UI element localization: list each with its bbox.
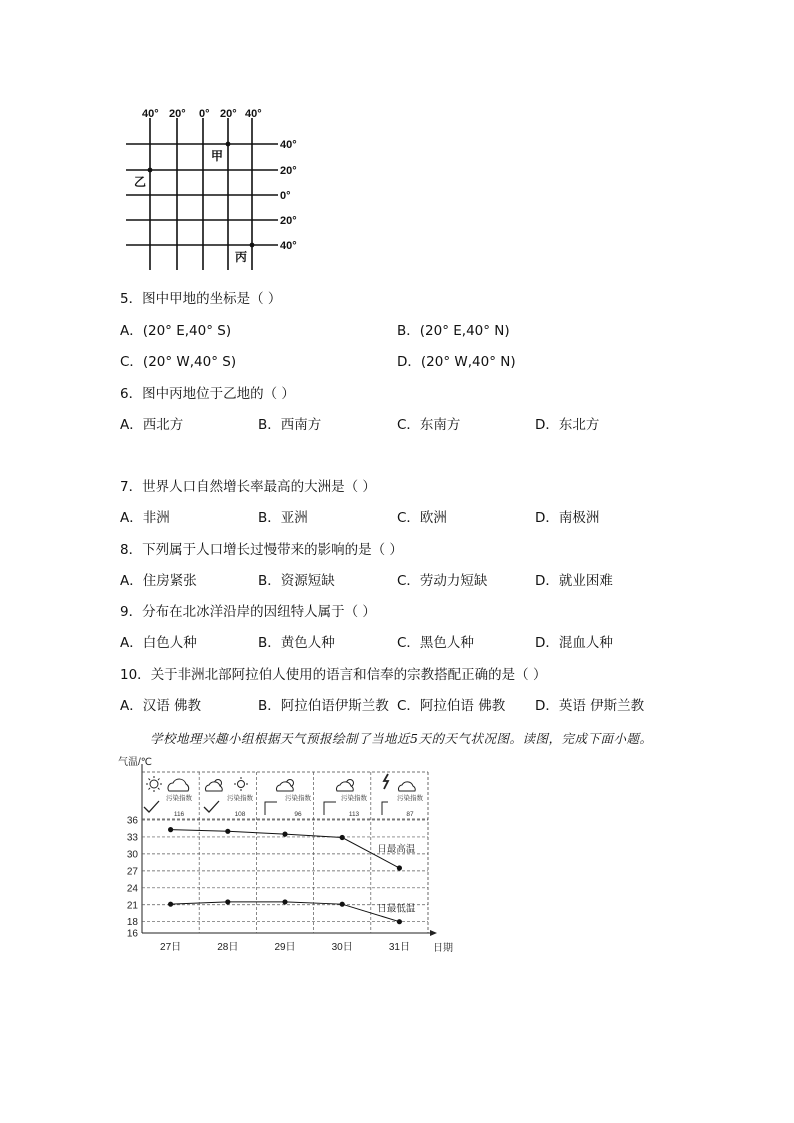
top-label: 40°	[142, 108, 159, 120]
top-label: 0°	[199, 108, 210, 120]
y-tick-label: 24	[126, 883, 138, 895]
question-5: 5．图中甲地的坐标是（ ）	[120, 291, 282, 307]
q7-option-d[interactable]: D．南极洲	[535, 510, 600, 526]
day-31-thunder-icon	[384, 774, 388, 789]
q5-option-b[interactable]: B．(20° E,40° N)	[397, 323, 510, 339]
q6-option-b[interactable]: B．西南方	[258, 417, 322, 433]
y-tick-label: 27	[126, 866, 138, 878]
q8-option-b[interactable]: B．资源短缺	[258, 573, 335, 589]
day-29-pollution-step-icon	[265, 802, 277, 815]
day-28-pollution-index: 108	[234, 811, 246, 818]
q9-option-d[interactable]: D．混血人种	[535, 635, 613, 651]
right-label: 20°	[280, 165, 297, 177]
point-bing-label: 丙	[235, 250, 248, 264]
day-28-good-check-icon	[204, 801, 219, 812]
right-label: 20°	[280, 215, 297, 227]
q10-option-b[interactable]: B．阿拉伯语伊斯兰教	[258, 698, 389, 714]
x-tick-label: 27日	[160, 942, 182, 953]
day-30-pollution-step-icon	[324, 802, 336, 815]
day-29-pollution-label: 污染指数	[285, 795, 311, 802]
day-30-pollution-index: 113	[348, 811, 360, 818]
q8-option-a[interactable]: A．住房紧张	[120, 573, 197, 589]
x-axis-arrow	[430, 930, 437, 936]
day-30-pollution-label: 污染指数	[341, 795, 367, 802]
y-axis-label: 气温/℃	[118, 757, 153, 768]
q8-option-c[interactable]: C．劳动力短缺	[397, 573, 488, 589]
day-31-pollution-label: 污染指数	[397, 795, 423, 802]
data-point-high	[340, 835, 345, 840]
data-point-high	[225, 829, 230, 834]
data-point-high	[397, 865, 402, 870]
point-jia-dot	[226, 142, 231, 147]
data-point-low	[397, 919, 402, 924]
weather-chart	[118, 752, 463, 958]
x-axis-label: 日期	[433, 943, 453, 954]
grid-lines	[126, 118, 278, 270]
day-27-cloudy-icon	[168, 779, 189, 791]
day-28-sunny-icon	[234, 777, 248, 791]
question-6: 6．图中丙地位于乙地的（ ）	[120, 386, 295, 402]
y-tick-label: 21	[126, 900, 138, 912]
data-point-low	[282, 899, 287, 904]
series-label-low: 日最低温	[377, 903, 416, 915]
lat-lon-grid-map	[118, 104, 318, 276]
data-point-high	[168, 827, 173, 832]
q6-option-a[interactable]: A．西北方	[120, 417, 184, 433]
q5-option-d[interactable]: D．(20° W,40° N)	[397, 354, 516, 370]
q10-option-a[interactable]: A．汉语 佛教	[120, 698, 202, 714]
day-27-pollution-label: 污染指数	[166, 795, 192, 802]
y-tick-label: 33	[126, 832, 138, 844]
right-label: 40°	[280, 240, 297, 252]
data-point-high	[282, 832, 287, 837]
data-point-low	[168, 902, 173, 907]
day-27-good-check-icon	[144, 801, 159, 812]
day-31-pollution-step-icon	[382, 802, 388, 815]
q9-option-a[interactable]: A．白色人种	[120, 635, 197, 651]
y-tick-label: 16	[126, 928, 138, 940]
question-8: 8．下列属于人口增长过慢带来的影响的是（ ）	[120, 542, 403, 558]
day-27-pollution-index: 116	[173, 811, 185, 818]
question-10: 10．关于非洲北部阿拉伯人使用的语言和信奉的宗教搭配正确的是（ ）	[120, 667, 547, 683]
point-jia-label: 甲	[211, 149, 224, 163]
series-label-high: 日最高温	[377, 844, 416, 856]
data-point-low	[225, 899, 230, 904]
top-label: 20°	[169, 108, 186, 120]
q6-option-d[interactable]: D．东北方	[535, 417, 600, 433]
q5-option-a[interactable]: A．(20° E,40° S)	[120, 323, 232, 339]
x-tick-label: 30日	[331, 942, 353, 953]
question-7: 7．世界人口自然增长率最高的大洲是（ ）	[120, 479, 376, 495]
x-tick-label: 31日	[388, 942, 410, 953]
q5-option-c[interactable]: C．(20° W,40° S)	[120, 354, 237, 370]
right-label: 0°	[280, 190, 291, 202]
q9-option-b[interactable]: B．黄色人种	[258, 635, 335, 651]
day-28-pollution-label: 污染指数	[227, 795, 253, 802]
top-label: 40°	[245, 108, 262, 120]
q10-option-c[interactable]: C．阿拉伯语 佛教	[397, 698, 506, 714]
q10-option-d[interactable]: D．英语 伊斯兰教	[535, 698, 645, 714]
day-27-sunny-icon	[146, 776, 162, 792]
chart-intro: 学校地理兴趣小组根据天气预报绘制了当地近5天的天气状况图。读图，完成下面小题。	[150, 731, 653, 746]
point-yi-label: 乙	[134, 175, 147, 189]
q8-option-d[interactable]: D．就业困难	[535, 573, 613, 589]
y-tick-label: 30	[126, 849, 138, 861]
q6-option-c[interactable]: C．东南方	[397, 417, 461, 433]
y-tick-label: 18	[126, 917, 138, 929]
q7-option-a[interactable]: A．非洲	[120, 510, 170, 526]
question-9: 9．分布在北冰洋沿岸的因纽特人属于（ ）	[120, 604, 376, 620]
q7-option-b[interactable]: B．亚洲	[258, 510, 308, 526]
top-label: 20°	[220, 108, 237, 120]
day-31-cloudy-icon	[398, 782, 415, 791]
day-29-pollution-index: 96	[294, 811, 302, 818]
data-point-low	[340, 902, 345, 907]
day-29-partly-cloudy-icon	[276, 780, 293, 792]
x-tick-label: 28日	[217, 942, 239, 953]
q9-option-c[interactable]: C．黑色人种	[397, 635, 474, 651]
day-31-pollution-index: 87	[406, 811, 414, 818]
x-tick-label: 29日	[274, 942, 296, 953]
q7-option-c[interactable]: C．欧洲	[397, 510, 447, 526]
y-tick-label: 36	[126, 815, 138, 827]
day-28-partly-cloudy-icon	[205, 780, 222, 792]
day-30-partly-cloudy-icon	[336, 780, 353, 792]
point-bing-dot	[250, 243, 255, 248]
point-yi-dot	[148, 168, 153, 173]
right-label: 40°	[280, 139, 297, 151]
